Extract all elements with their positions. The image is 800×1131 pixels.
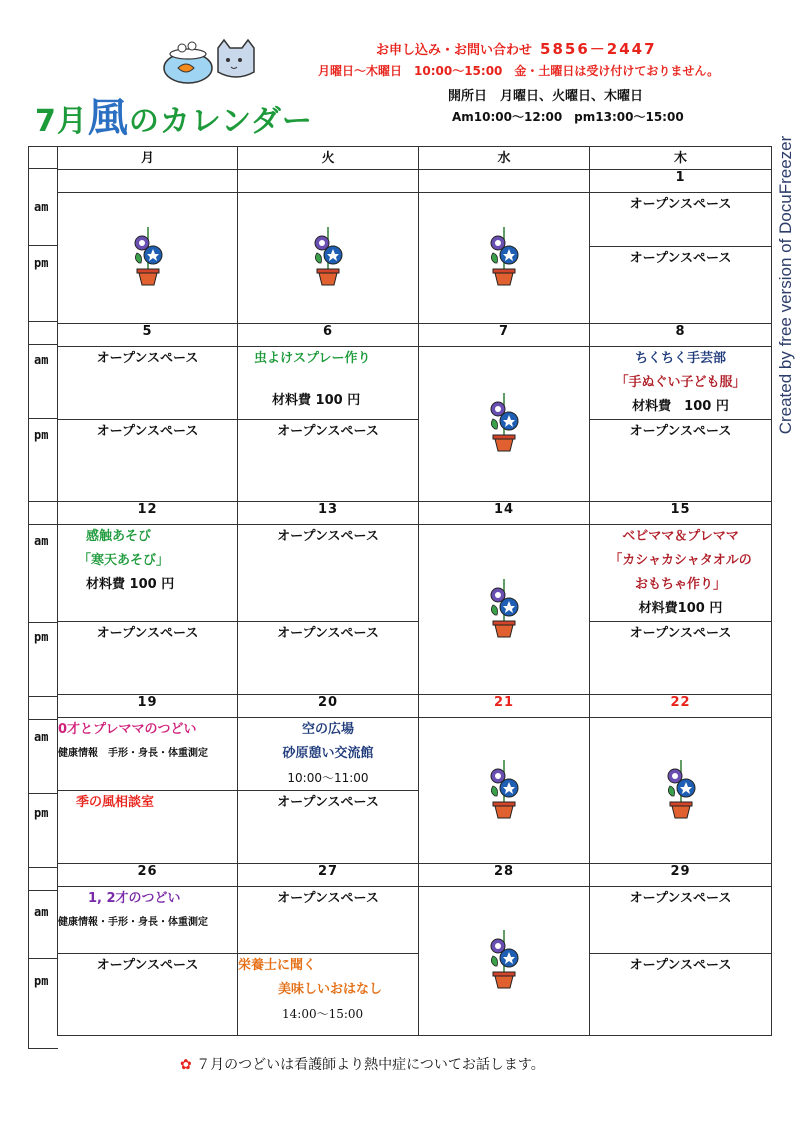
morning-glory-pot-icon [487,577,521,639]
event-cell: オープンスペース [590,622,772,695]
event-cell: オープンスペース [590,420,772,502]
contact-line: お申し込み・お問い合わせ 5856－2447 [376,40,657,58]
closed-day-cell [58,193,238,324]
event-cell: オープンスペース [58,622,238,695]
weekday-wed: 水 [419,147,590,170]
date-cell: 8 [590,324,772,347]
pm-label: pm [34,428,49,442]
morning-glory-pot-icon [487,391,521,453]
goldfish-cat-logo [160,38,255,86]
event-cell: オープンスペース [238,525,419,622]
date-cell [58,170,238,193]
date-cell [238,170,419,193]
am-label: am [34,905,49,919]
weekday-mon: 月 [58,147,238,170]
calendar-grid [57,146,772,1036]
date-cell: 29 [590,864,772,887]
morning-glory-pot-icon [487,225,521,287]
date-cell: 27 [238,864,419,887]
date-cell: 15 [590,502,772,525]
date-cell [419,170,590,193]
morning-glory-pot-icon [664,758,698,820]
pm-label: pm [34,630,49,644]
date-cell: 1 [590,170,772,193]
date-cell-holiday: 21 [419,695,590,718]
event-cell: オープンスペース [238,622,419,695]
event-cell: 0才とプレママのつどい 健康情報 手形・身長・体重測定 [58,718,238,791]
date-cell: 28 [419,864,590,887]
pm-label: pm [34,974,49,988]
date-cell: 12 [58,502,238,525]
reception-hours: 月曜日～木曜日 10:00～15:00 金・土曜日は受け付けておりません。 [318,64,720,78]
am-label: am [34,534,49,548]
date-cell: 5 [58,324,238,347]
date-cell-holiday: 22 [590,695,772,718]
closed-day-cell [238,193,419,324]
page-title: 7月風のカレンダー [35,94,313,141]
event-cell: 虫よけスプレー作り 材料費 100 円 [238,347,419,420]
event-cell: 感触あそび 「寒天あそび」 材料費 100 円 [58,525,238,622]
weekday-thu: 木 [590,147,772,170]
morning-glory-pot-icon [487,928,521,990]
event-cell: オープンスペース [590,887,772,954]
event-cell: 栄養士に聞く 美味しいおはなし 14:00～15:00 [238,954,419,1036]
event-cell: オープンスペース [590,193,772,247]
date-cell: 14 [419,502,590,525]
event-cell: オープンスペース [58,954,238,1036]
am-label: am [34,353,49,367]
date-cell: 20 [238,695,419,718]
event-cell: 空の広場 砂原憩い交流館 10:00～11:00 [238,718,419,791]
flower-icon: ✿ [180,1057,192,1073]
date-cell: 7 [419,324,590,347]
watermark: Created by free version of DocuFreezer [776,135,795,435]
event-cell: オープンスペース [58,347,238,420]
date-cell: 6 [238,324,419,347]
event-cell: ちくちく手芸部 「手ぬぐい子ども服」 材料費 100 円 [590,347,772,420]
event-cell: オープンスペース [590,247,772,324]
footer-note: ✿ ７月のつどいは看護師より熱中症についてお話します。 [180,1057,545,1073]
event-cell: オープンスペース [238,420,419,502]
open-days: 開所日 月曜日、火曜日、木曜日 [448,89,644,104]
event-cell: オープンスペース [238,791,419,864]
closed-day-cell [419,887,590,1036]
pm-label: pm [34,806,49,820]
am-label: am [34,200,49,214]
pm-label: pm [34,256,49,270]
morning-glory-pot-icon [131,225,165,287]
event-cell: オープンスペース [590,954,772,1036]
closed-day-cell [419,347,590,502]
phone-number: 5856－2447 [540,40,657,58]
date-cell: 26 [58,864,238,887]
date-cell: 19 [58,695,238,718]
closed-day-cell [419,193,590,324]
closed-day-cell [590,718,772,864]
closed-day-cell [419,718,590,864]
closed-day-cell [419,525,590,695]
open-times: Am10:00～12:00 pm13:00～15:00 [452,110,684,124]
morning-glory-pot-icon [311,225,345,287]
event-cell: 季の風相談室 [58,791,238,864]
event-cell: 1, 2才のつどい 健康情報・手形・身長・体重測定 [58,887,238,954]
event-cell: オープンスペース [238,887,419,954]
weekday-tue: 火 [238,147,419,170]
event-cell: オープンスペース [58,420,238,502]
date-cell: 13 [238,502,419,525]
event-cell: ベビママ＆プレママ 「カシャカシャタオルの おもちゃ作り」 材料費100 円 [590,525,772,622]
am-label: am [34,730,49,744]
morning-glory-pot-icon [487,758,521,820]
